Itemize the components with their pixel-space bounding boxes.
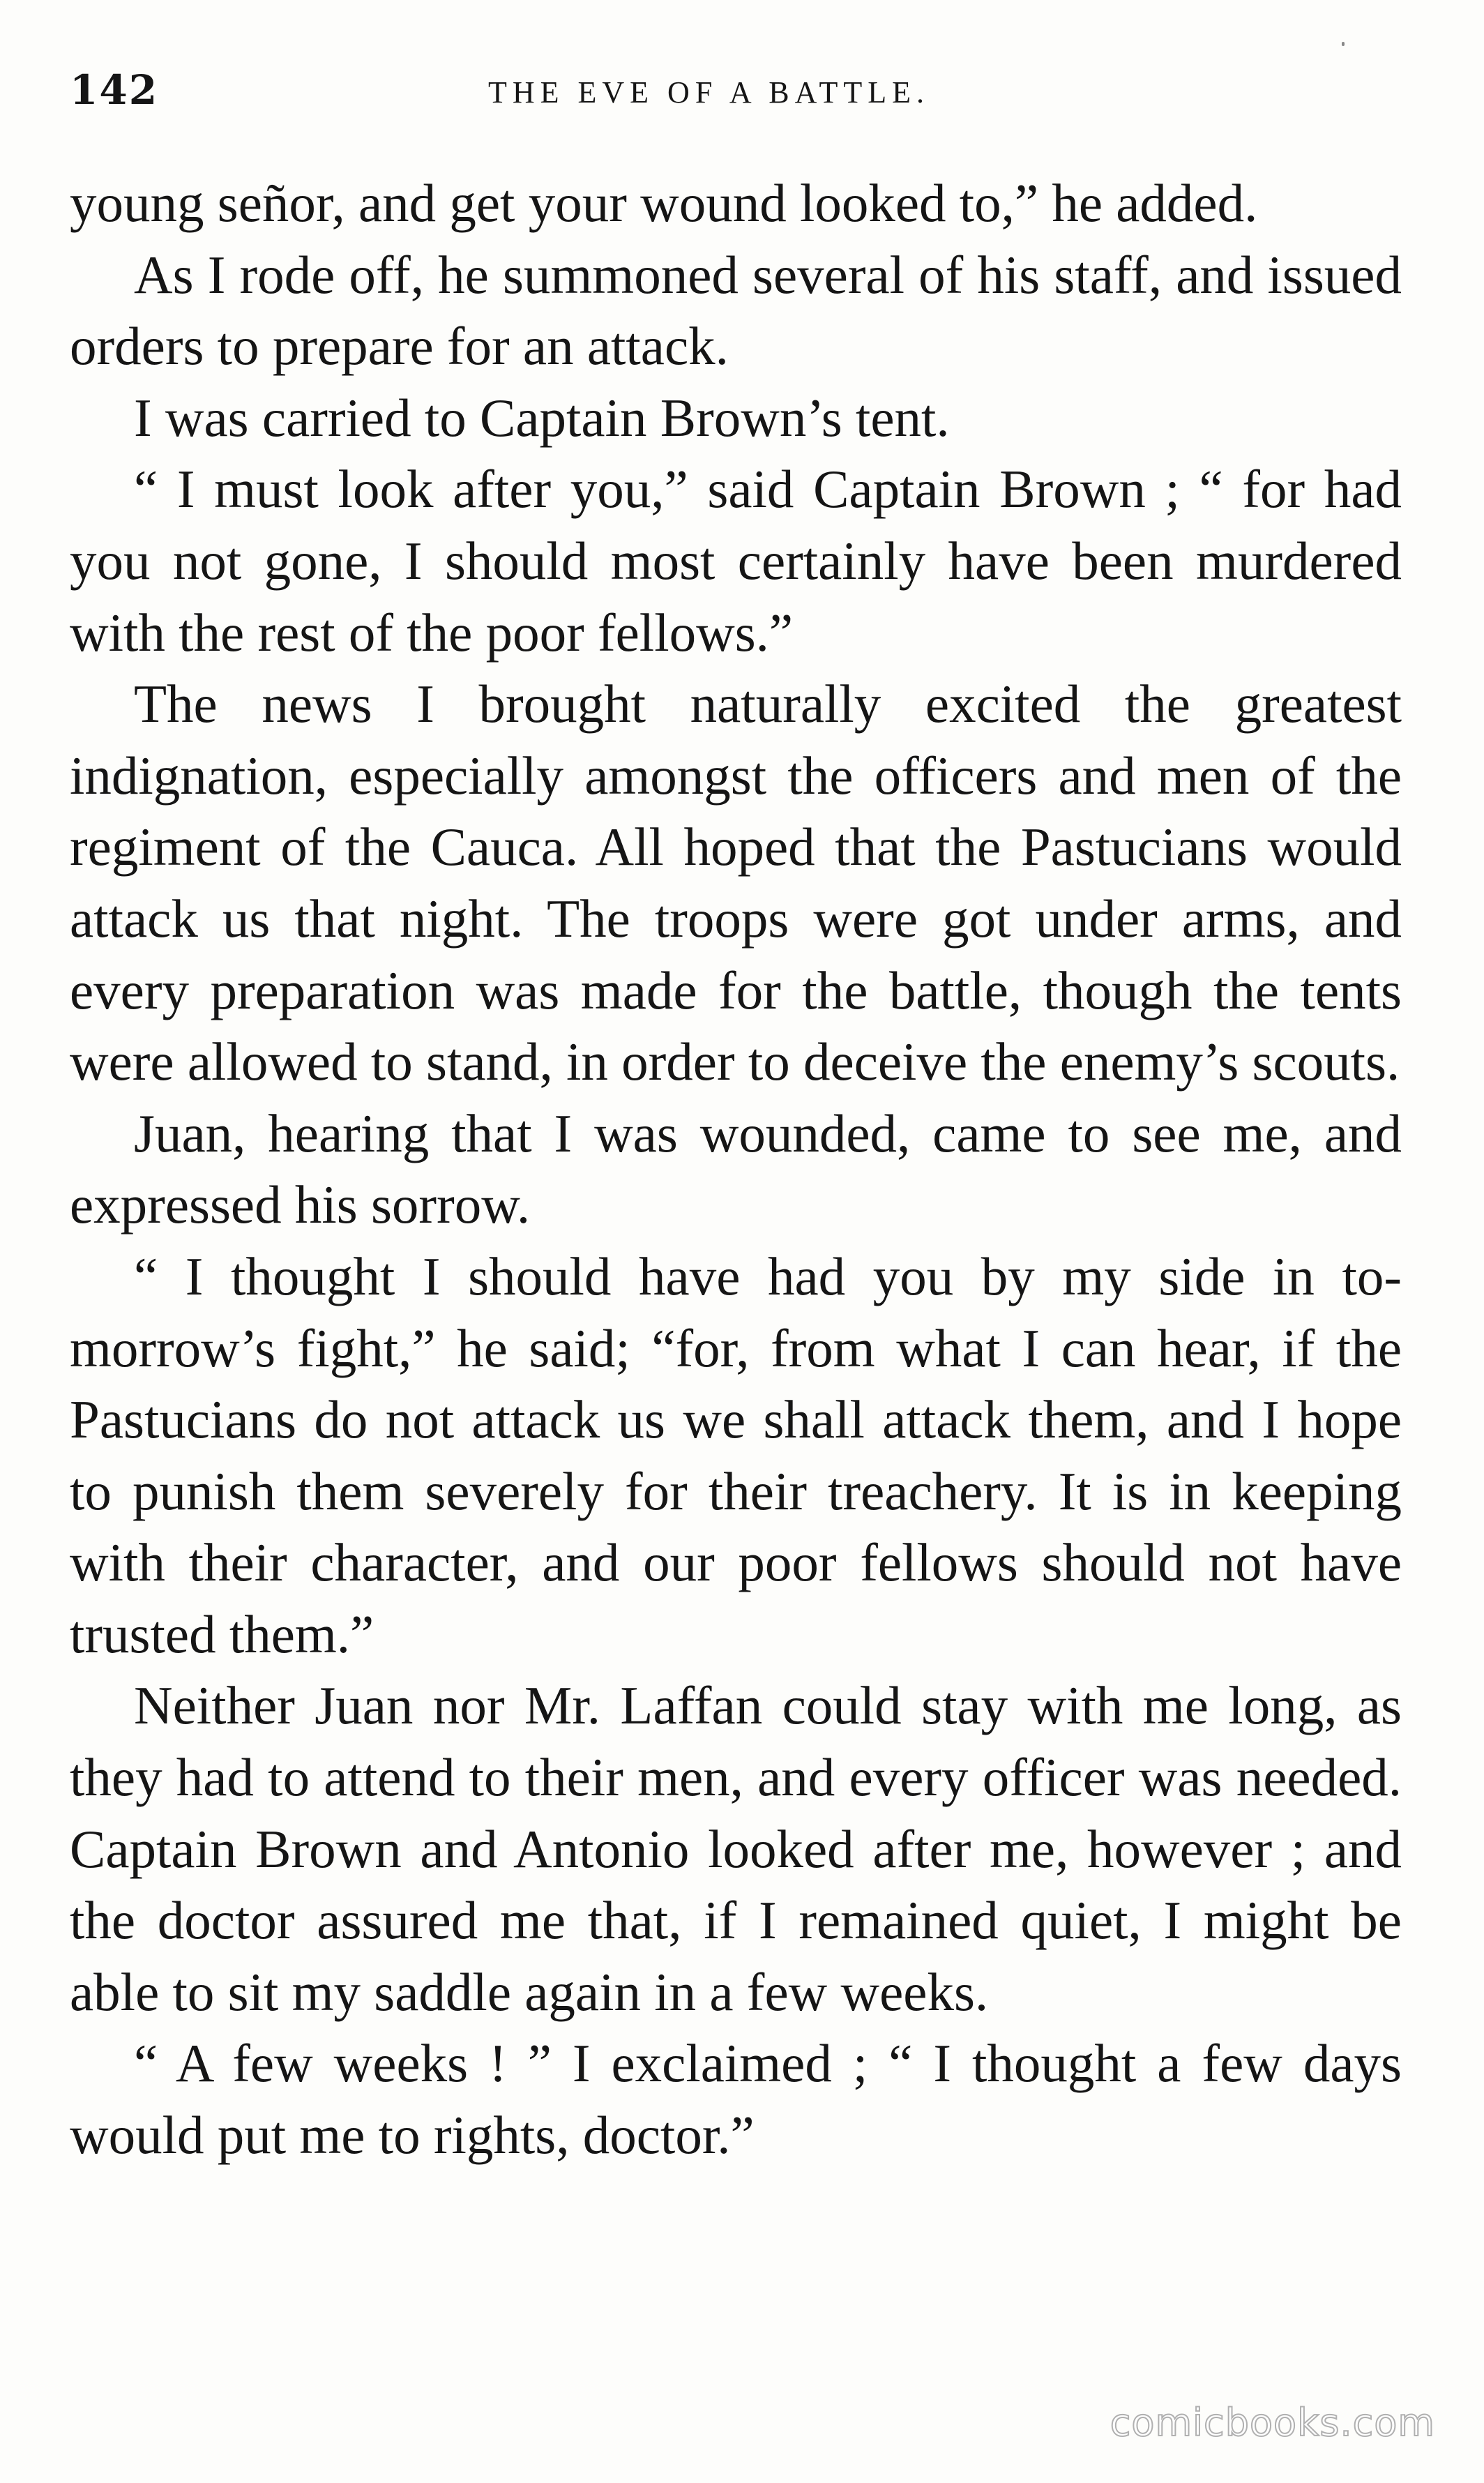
paragraph: Neither Juan nor Mr. Laffan could stay with me long, as they had to attend to their men, and every officer was needed. Captain Brown and Antonio looked after me, however ; and the doctor assured me that, if I remained quiet, I might be able to sit my saddle again in a few weeks. (70, 1675, 1402, 2022)
page-header (70, 66, 1395, 129)
page-number: 142 (70, 66, 159, 114)
watermark: comicbooks.com (1110, 2401, 1435, 2445)
paragraph: “ I must look after you,” said Captain Brown ; “ for had you not gone, I should most certainly have been murdered with the rest of the poor fellows.” (70, 459, 1402, 663)
paragraph: “ A few weeks ! ” I exclaimed ; “ I thought a few days would put me to rights, doctor.” (70, 2033, 1402, 2166)
paper-speck (1342, 42, 1345, 46)
paragraph: “ I thought I should have had you by my side in to-morrow’s fight,” he said; “for, from what I can hear, if the Pastucians do not attack us we shall attack them, and I hope to punish them severely for their treachery. It is in keeping with their character, and our poor fellows should not have trusted them.” (70, 1246, 1402, 1664)
paragraph: As I rode off, he summoned several of his staff, and issued orders to prepare for an attack. (70, 244, 1402, 377)
body-text (70, 167, 1402, 2171)
paragraph-continued: young señor, and get your wound looked to,” he added. (70, 173, 1258, 233)
paragraph: Juan, hearing that I was wounded, came to see me, and expressed his sorrow. (70, 1103, 1402, 1235)
paragraph: I was carried to Captain Brown’s tent. (134, 387, 950, 448)
paragraph: The news I brought naturally excited the greatest indignation, especially amongst the officers and men of the regiment of the Cauca. All hoped that the Pastucians would attack us that night. The troops were got under arms, and every preparation was made for the battle, though the tents were allowed to stand, in order to deceive the enemy’s scouts. (70, 674, 1402, 1092)
running-title: THE EVE OF A BATTLE. (488, 75, 930, 110)
